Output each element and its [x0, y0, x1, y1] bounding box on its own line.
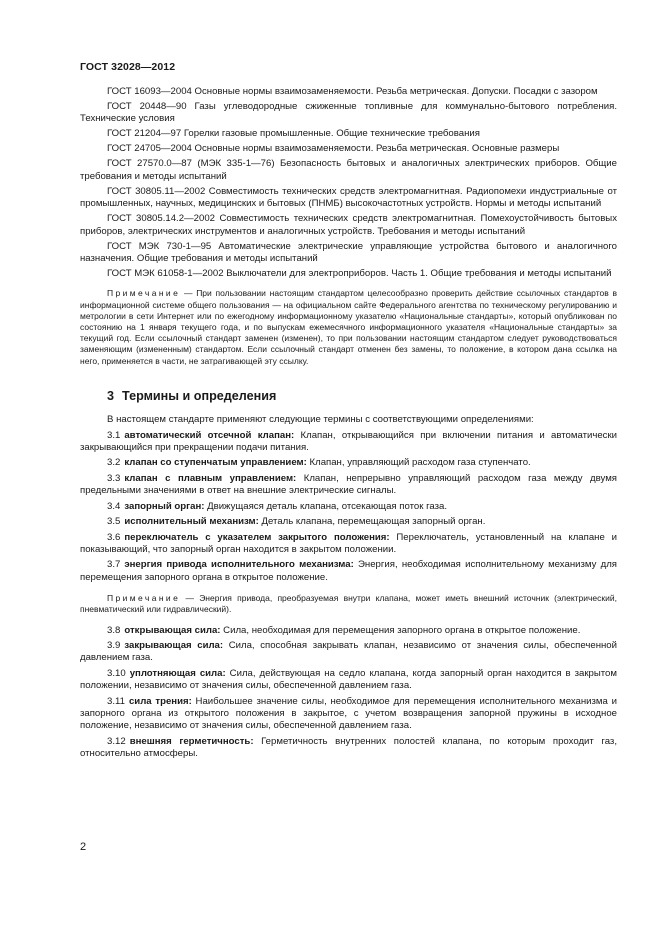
- reference-item: ГОСТ 21204—97 Горелки газовые промышленные. Общие технические требования: [107, 128, 480, 140]
- section-number: 3: [107, 388, 115, 403]
- terms-list-continued: [80, 625, 617, 761]
- term-definition: Деталь клапана, перемещающая запорный орган.: [258, 516, 486, 528]
- term-item: [80, 640, 617, 665]
- term-definition: Движущаяся деталь клапана, отсекающая поток газа.: [204, 500, 447, 512]
- reference-item: ГОСТ 16093—2004 Основные нормы взаимозаменяемости. Резьба метрическая. Допуски. Посадки с зазором: [107, 86, 598, 97]
- term-name: переключатель с указателем закрытого положения:: [124, 531, 390, 543]
- term-definition: Клапан, непрерывно управляющий расходом газа между двумя предельными значениями в ответ на внешние электрические сигналы.: [80, 472, 617, 497]
- term-name: исполнительный механизм:: [124, 516, 259, 528]
- term-item: [80, 430, 617, 455]
- term-item: [80, 457, 617, 469]
- reference-item: ГОСТ МЭК 730-1—95 Автоматические электрические управляющие устройства бытового и аналогичного назначения. Общие требования и методы испытаний: [80, 240, 617, 265]
- section-intro: В настоящем стандарте применяют следующие термины с соответствующими определениями:: [107, 414, 534, 426]
- term-name: закрывающая сила:: [124, 639, 224, 651]
- note-label: Примечание: [107, 288, 181, 299]
- note-text: — Энергия привода, преобразуемая внутри клапана, может иметь внешний источник (электрический, пневматический или гидравлический).: [80, 593, 617, 615]
- term-item: [80, 473, 617, 498]
- term-item: [80, 625, 617, 637]
- page-number: 2: [80, 841, 87, 853]
- note-label: Примечание: [107, 593, 181, 604]
- document-header: ГОСТ 32028—2012: [80, 61, 176, 73]
- reference-item: ГОСТ 27570.0—87 (МЭК 335-1—76) Безопасность бытовых и аналогичных электрических приборов. Общие требования и методы испытаний: [80, 158, 617, 182]
- term-definition: Сила, способная закрывать клапан, независимо от значения силы, обеспеченной давлением газа.: [80, 639, 617, 664]
- term-name: клапан со ступенчатым управлением:: [124, 457, 307, 469]
- note-actuator-energy: [80, 593, 617, 615]
- term-number: 3.10: [107, 667, 126, 679]
- term-name: энергия привода исполнительного механизма:: [124, 559, 354, 571]
- term-item: [80, 501, 617, 513]
- note-references: [80, 288, 617, 366]
- term-item: [80, 696, 617, 733]
- term-name: автоматический отсечной клапан:: [124, 429, 295, 441]
- term-name: клапан с плавным управлением:: [124, 472, 297, 484]
- term-item: [80, 668, 617, 693]
- note-text: — При пользовании настоящим стандартом целесообразно проверить действие ссылочных стандартов в информационной системе общего пользования — на официальном сайте Федерального агентства по техническому регулированию и метрологии в сети Интернет или по ежегодному информационному указателю «Национальные стандарты», который опубликован по состоянию на 1 января текущего года, и по выпускам ежемесячного информационного указателя «Национальные стандарты» за текущий год. Если ссылочный стандарт заменен (изменен), то при пользовании настоящим стандартом следует руководствоваться заменяющим (измененным) стандартом. Если ссылочный стандарт отменен без замены, то положение, в котором дана ссылка на него, применяется в части, не затрагивающей эту ссылку.: [80, 288, 617, 366]
- reference-item: ГОСТ 30805.14.2—2002 Совместимость технических средств электромагнитная. Помехоустойчивость бытовых приборов, электрических инструментов и аналогичных устройств. Требования и методы испытаний: [80, 213, 617, 237]
- reference-item: ГОСТ 30805.11—2002 Совместимость технических средств электромагнитная. Радиопомехи индустриальные от промышленных, научных, медицинских и бытовых (ПНМБ) высокочастотных устройств. Нормы и методы испытаний: [80, 185, 617, 210]
- term-definition: Энергия, необходимая исполнительному механизму для перемещения запорного органа в открытое положение.: [80, 559, 617, 583]
- term-definition: Клапан, управляющий расходом газа ступенчато.: [306, 457, 531, 469]
- term-name: уплотняющая сила:: [129, 667, 226, 679]
- term-item: [80, 516, 617, 528]
- reference-item: ГОСТ 24705—2004 Основные нормы взаимозаменяемости. Резьба метрическая. Основные размеры: [107, 143, 560, 155]
- term-item: [80, 532, 617, 557]
- term-name: сила трения:: [128, 695, 192, 707]
- term-number: 3.6: [107, 531, 121, 543]
- section-title: Термины и определения: [122, 388, 277, 403]
- term-definition: Сила, необходимая для перемещения запорного органа в открытое положение.: [220, 624, 581, 636]
- terms-list: [80, 430, 617, 584]
- term-item: [80, 736, 617, 761]
- reference-item: ГОСТ МЭК 61058-1—2002 Выключатели для электроприборов. Часть 1. Общие требования и методы испытаний: [107, 268, 612, 280]
- term-name: запорный орган:: [124, 500, 205, 512]
- term-number: 3.12: [107, 735, 126, 747]
- term-name: открывающая сила:: [124, 624, 221, 636]
- term-number: 3.1: [107, 429, 121, 441]
- term-item: [80, 559, 617, 584]
- term-number: 3.5: [107, 516, 121, 528]
- term-definition: Сила, действующая на седло клапана, когда запорный орган находится в закрытом положении, независимо от значения силы, обеспеченной давлением газа.: [80, 667, 617, 692]
- term-number: 3.9: [107, 639, 121, 651]
- term-definition: Наибольшее значение силы, необходимое для перемещения исполнительного механизма и запорного органа из открытого положения в закрытое, с учетом возвращения запорной пружины в исходное положение, независимо от значения силы, обеспеченной давлением газа.: [80, 695, 617, 732]
- term-number: 3.3: [107, 472, 121, 484]
- reference-item: ГОСТ 20448—90 Газы углеводородные сжиженные топливные для коммунально-бытового потребления. Технические условия: [80, 101, 617, 125]
- term-number: 3.11: [107, 695, 125, 707]
- term-number: 3.7: [107, 559, 121, 571]
- references-list: [80, 86, 617, 280]
- term-number: 3.8: [107, 624, 121, 636]
- term-number: 3.2: [107, 457, 121, 469]
- page-content: [80, 86, 617, 764]
- section-heading: [107, 390, 617, 402]
- term-number: 3.4: [107, 500, 121, 512]
- term-definition: Клапан, открывающийся при включении питания и автоматически закрывающийся при прекращении подачи питания.: [80, 429, 618, 454]
- term-definition: Герметичность внутренних полостей клапана, по которым проходит газ, относительно атмосферы.: [80, 735, 617, 760]
- term-definition: Переключатель, установленный на клапане и показывающий, что запорный орган находится в закрытом положении.: [80, 531, 617, 555]
- term-name: внешняя герметичность:: [129, 735, 254, 747]
